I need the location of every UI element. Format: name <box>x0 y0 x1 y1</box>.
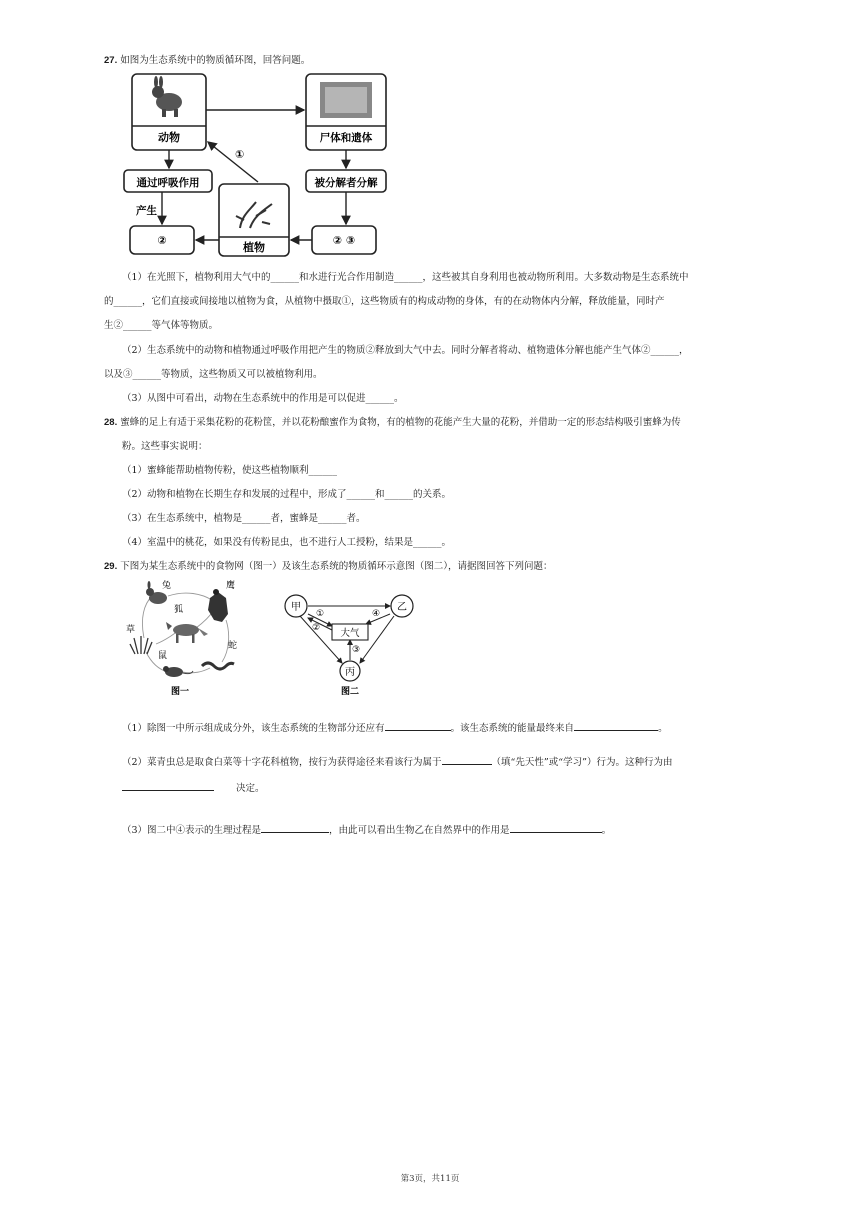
figure-1-caption: 图一 <box>170 687 190 697</box>
remains-label: 尸体和遗体 <box>319 132 373 144</box>
q27-part3: （3）从图中可看出，动物在生态系统中的作用是可以促进______。 <box>122 393 404 404</box>
answer-blank[interactable] <box>442 754 492 765</box>
q28-part1: （1）蜜蜂能帮助植物传粉，使这些植物顺利______ <box>122 465 338 476</box>
fox-label: 狐 <box>174 605 184 615</box>
node-bing: 丙 <box>345 667 355 678</box>
question-number: 29. <box>104 561 118 572</box>
answer-blank[interactable] <box>574 720 658 731</box>
produce-label: 产生 <box>136 205 157 217</box>
node-air: 大气 <box>340 628 360 639</box>
q29-part3: （3）图二中④表示的生理过程是 ，由此可以看出生物乙在自然界中的作用是 。 <box>122 822 611 836</box>
plant-box <box>219 184 289 256</box>
substance-23-label: ② ③ <box>332 234 356 247</box>
q27-part2-line2: 以及③______等物质，这些物质又可以被植物利用。 <box>104 369 323 380</box>
snake-icon <box>202 663 234 669</box>
figure-2-caption: 图二 <box>340 687 360 697</box>
snake-label: 蛇 <box>228 641 238 651</box>
question-text: 如图为生态系统中的物质循环图，回答问题。 <box>120 55 311 66</box>
respiration-box <box>124 170 212 192</box>
q28-part4: （4）室温中的桃花，如果没有传粉昆虫，也不进行人工授粉，结果是______。 <box>122 537 452 548</box>
q28-part3: （3）在生态系统中，植物是______者，蜜蜂是______者。 <box>122 513 366 524</box>
material-cycle-diagram <box>122 70 394 260</box>
grass-label: 草 <box>126 625 136 635</box>
answer-blank[interactable] <box>510 822 602 833</box>
carbon-cycle-figure <box>282 590 418 698</box>
plant-label: 植物 <box>243 241 265 254</box>
animal-label: 动物 <box>158 131 180 144</box>
rabbit-label: 兔 <box>162 581 172 591</box>
animal-box <box>132 74 206 150</box>
q29-part2-cont: 决定。 <box>122 780 265 794</box>
substance-2-label: ② <box>157 234 167 247</box>
q28-part2: （2）动物和植物在长期生存和发展的过程中，形成了______和______的关系。 <box>122 489 452 500</box>
arrow-label-2: ② <box>312 623 321 633</box>
q27-part2-line1: （2）生态系统中的动物和植物通过呼吸作用把产生的物质②释放到大气中去。同时分解者将动、植物遗体分解也能产生气体②______， <box>122 345 689 356</box>
question-28-stem-cont: 粉。这些事实说明： <box>122 441 208 452</box>
mouse-label: 鼠 <box>158 651 168 661</box>
food-web-figure <box>122 578 248 698</box>
answer-blank[interactable] <box>385 720 451 731</box>
eagle-icon <box>208 589 228 622</box>
grass-icon <box>130 636 152 654</box>
question-text: 下图为某生态系统中的食物网（图一）及该生态系统的物质循环示意图（图二），请据图回答下列问题： <box>120 561 553 572</box>
question-number: 28. <box>104 417 118 428</box>
q27-part1-line1: （1）在光照下，植物利用大气中的______和水进行光合作用制造______，这些被其自身利用也被动物所利用。大多数动物是生态系统中 <box>122 272 689 283</box>
substance-23-box <box>312 226 376 254</box>
arrow-label-4: ④ <box>372 609 381 619</box>
question-number: 27. <box>104 55 118 66</box>
q27-part1-line2: 的______，它们直接或间接地以植物为食，从植物中摄取①，这些物质有的构成动物的身体，有的在动物体内分解，释放能量，同时产 <box>104 296 665 307</box>
decomposer-box <box>306 170 386 192</box>
question-28-stem <box>104 414 681 428</box>
question-text: 蜜蜂的足上有适于采集花粉的花粉筐，并以花粉酿蜜作为食物，有的植物的花能产生大量的花粉，并借助一定的形态结构吸引蜜蜂为传 <box>120 417 681 428</box>
q27-part1-line3: 生②______等气体等物质。 <box>104 320 219 331</box>
eagle-label: 鹰 <box>226 581 236 591</box>
fox-icon <box>166 622 208 643</box>
answer-blank[interactable] <box>261 822 329 833</box>
arrow-label-3: ③ <box>352 645 361 655</box>
node-jia: 甲 <box>291 602 301 613</box>
question-27-stem <box>104 52 310 66</box>
page-footer: 第3页，共11页 <box>400 1174 460 1184</box>
node-yi: 乙 <box>397 602 407 613</box>
q29-part2: （2）菜青虫总是取食白菜等十字花科植物，按行为获得途径来看该行为属于 （填“先天性”或“学习”）行为。这种行为由 <box>122 754 672 768</box>
mouse-icon <box>163 666 193 677</box>
substance-2-box <box>130 226 194 254</box>
remains-box <box>306 74 386 150</box>
arrow-label-1: ① <box>235 148 245 161</box>
respiration-label: 通过呼吸作用 <box>136 177 200 189</box>
decomposer-label: 被分解者分解 <box>314 177 378 189</box>
answer-blank[interactable] <box>122 780 214 791</box>
arrow-label-1: ① <box>316 609 325 619</box>
q29-part1: （1）除图一中所示组成成分外，该生态系统的生物部分还应有 。该生态系统的能量最终来自 。 <box>122 720 668 734</box>
question-29-stem <box>104 558 553 572</box>
